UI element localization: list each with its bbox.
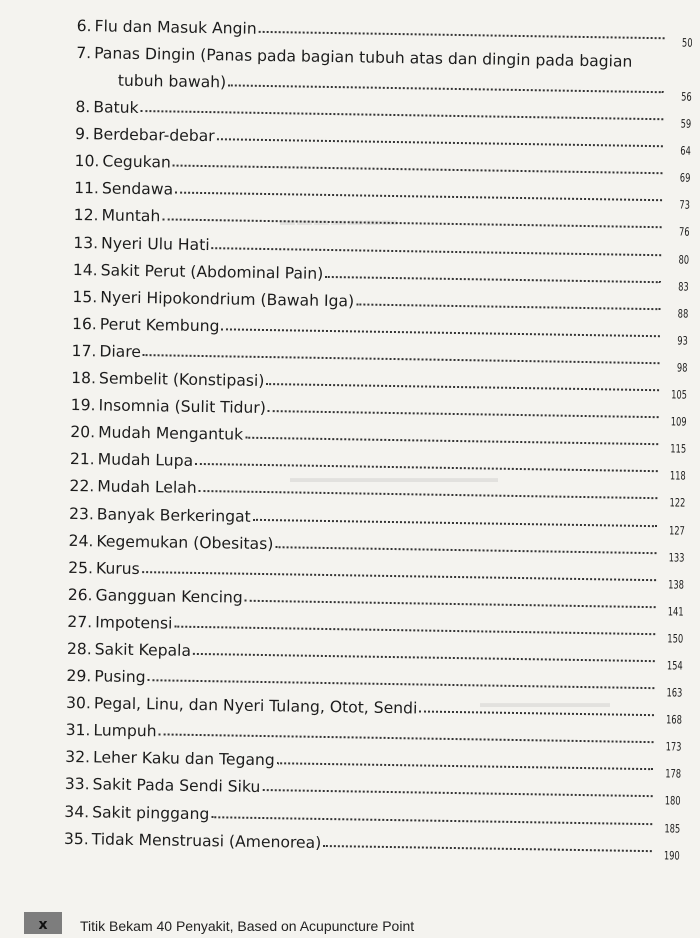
entry-title: Sembelit (Konstipasi) (98, 369, 265, 391)
dot-leader (259, 30, 665, 39)
entry-title: Perut Kembung (99, 315, 220, 336)
entry-page: 83 (678, 279, 689, 294)
entry-page: 168 (665, 712, 683, 727)
entry-title: Batuk (93, 98, 139, 118)
entry-number: 11. (74, 179, 100, 198)
entry-page: 133 (668, 549, 685, 565)
entry-number: 35. (63, 829, 89, 848)
entry-title: Diare (99, 342, 142, 361)
entry-title: Mudah Lupa (97, 450, 194, 471)
entry-page: 73 (679, 197, 691, 213)
entry-number: 17. (71, 341, 97, 361)
entry-title: Insomnia (Sulit Tidur) (98, 396, 267, 418)
entry-number: 34. (64, 802, 90, 821)
entry-title: Kurus (95, 559, 140, 578)
entry-number: 30. (65, 694, 92, 713)
entry-title: Flu dan Masuk Angin (94, 17, 257, 38)
entry-number: 15. (72, 287, 98, 307)
entry-title: Tidak Menstruasi (Amenorea) (91, 829, 322, 852)
entry-title: Mudah Mengantuk (98, 423, 244, 444)
entry-number: 27. (67, 612, 93, 632)
entry-page: 138 (668, 577, 685, 592)
entry-number: 31. (65, 721, 91, 740)
entry-number: 22. (69, 477, 95, 496)
entry-title: Pegal, Linu, dan Nyeri Tulang, Otot, Sendi (93, 694, 418, 718)
dot-leader (275, 545, 656, 554)
entry-number: 28. (66, 639, 92, 659)
entry-page: 141 (667, 604, 684, 619)
entry-title-continued: tubuh bawah) (117, 71, 227, 92)
entry-number: 18. (71, 368, 97, 388)
entry-page: 118 (669, 468, 686, 483)
dot-leader (253, 517, 657, 526)
entry-title: Muntah (101, 206, 161, 226)
entry-page: 69 (679, 170, 691, 185)
entry-number: 10. (74, 152, 100, 171)
entry-number: 9. (74, 125, 91, 144)
entry-title: Sakit pinggang (92, 802, 210, 823)
entry-title: Cegukan (102, 152, 172, 172)
entry-page: 190 (663, 847, 680, 863)
entry-title: Impotensi (95, 613, 173, 633)
entry-title: Sakit Kepala (94, 640, 192, 660)
entry-number: 33. (64, 775, 90, 794)
entry-title: Nyeri Hipokondrium (Bawah Iga) (100, 288, 355, 311)
dot-leader (245, 598, 656, 607)
entry-page: 122 (669, 495, 686, 511)
entry-title: Sakit Perut (Abdominal Pain) (100, 261, 324, 283)
entry-page: 64 (680, 143, 691, 158)
entry-number: 14. (72, 260, 98, 280)
entry-number: 12. (73, 206, 99, 225)
entry-page: 105 (671, 387, 688, 402)
dot-leader (245, 436, 658, 445)
entry-title: Sendawa (101, 179, 174, 199)
entry-page: 59 (680, 116, 692, 131)
entry-number: 24. (68, 531, 94, 550)
entry-page: 80 (678, 252, 690, 267)
entry-page: 150 (667, 631, 684, 646)
entry-title: Lumpuh (93, 721, 157, 741)
entry-number: 26. (67, 585, 93, 605)
entry-page: 178 (665, 766, 682, 781)
entry-page: 180 (664, 793, 681, 809)
entry-title: Nyeri Ulu Hati (100, 233, 210, 254)
entry-page: 88 (677, 306, 689, 321)
entry-title: Berdebar-debar (92, 125, 215, 146)
entry-number: 7. (76, 44, 92, 63)
entry-page: 93 (677, 333, 688, 348)
dot-leader (268, 409, 659, 418)
entry-page: 50 (681, 35, 693, 50)
entry-page: 127 (668, 522, 685, 538)
entry-number: 32. (65, 748, 91, 767)
entry-number: 23. (68, 504, 95, 523)
entry-number: 13. (73, 233, 99, 252)
entry-page: 115 (670, 441, 687, 456)
entry-number: 29. (66, 666, 92, 686)
entry-title: Panas Dingin (Panas pada bagian tubuh atas dan dingin pada bagian (94, 44, 633, 71)
entry-page: 163 (666, 685, 683, 700)
dot-leader (356, 302, 660, 310)
table-of-contents (63, 8, 693, 863)
page-number-tab: x (24, 912, 62, 934)
entry-page: 98 (676, 360, 688, 375)
toc-entry (76, 35, 693, 104)
entry-title: Sakit Pada Sendi Siku (92, 775, 261, 797)
entry-number: 8. (75, 98, 91, 117)
entry-page: 173 (665, 739, 682, 754)
entry-page: 185 (664, 820, 681, 836)
entry-number: 21. (69, 450, 95, 469)
entry-title: Pusing (94, 667, 146, 687)
entry-number: 20. (70, 423, 96, 442)
entry-number: 25. (68, 558, 94, 578)
entry-number: 19. (70, 396, 96, 415)
dot-leader (277, 762, 653, 771)
entry-page: 109 (670, 414, 687, 429)
dot-leader (262, 788, 652, 797)
entry-title: Kegemukan (Obesitas) (96, 531, 274, 553)
entry-page: 76 (678, 224, 690, 240)
entry-page: 154 (666, 658, 683, 673)
dot-leader (266, 382, 659, 391)
entry-title: Leher Kaku dan Tegang (92, 748, 275, 770)
entry-number: 16. (71, 314, 97, 334)
entry-page: 56 (681, 89, 692, 104)
page-footer (0, 912, 700, 934)
dot-leader (419, 710, 654, 717)
entry-number: 6. (76, 16, 92, 36)
dot-leader (325, 275, 661, 283)
running-footer-title: Titik Bekam 40 Penyakit, Based on Acupuncture Point (80, 918, 415, 934)
dot-leader (323, 844, 652, 852)
entry-title: Gangguan Kencing (95, 586, 243, 607)
entry-title: Mudah Lelah (97, 477, 197, 498)
entry-title: Banyak Berkeringat (96, 504, 251, 526)
